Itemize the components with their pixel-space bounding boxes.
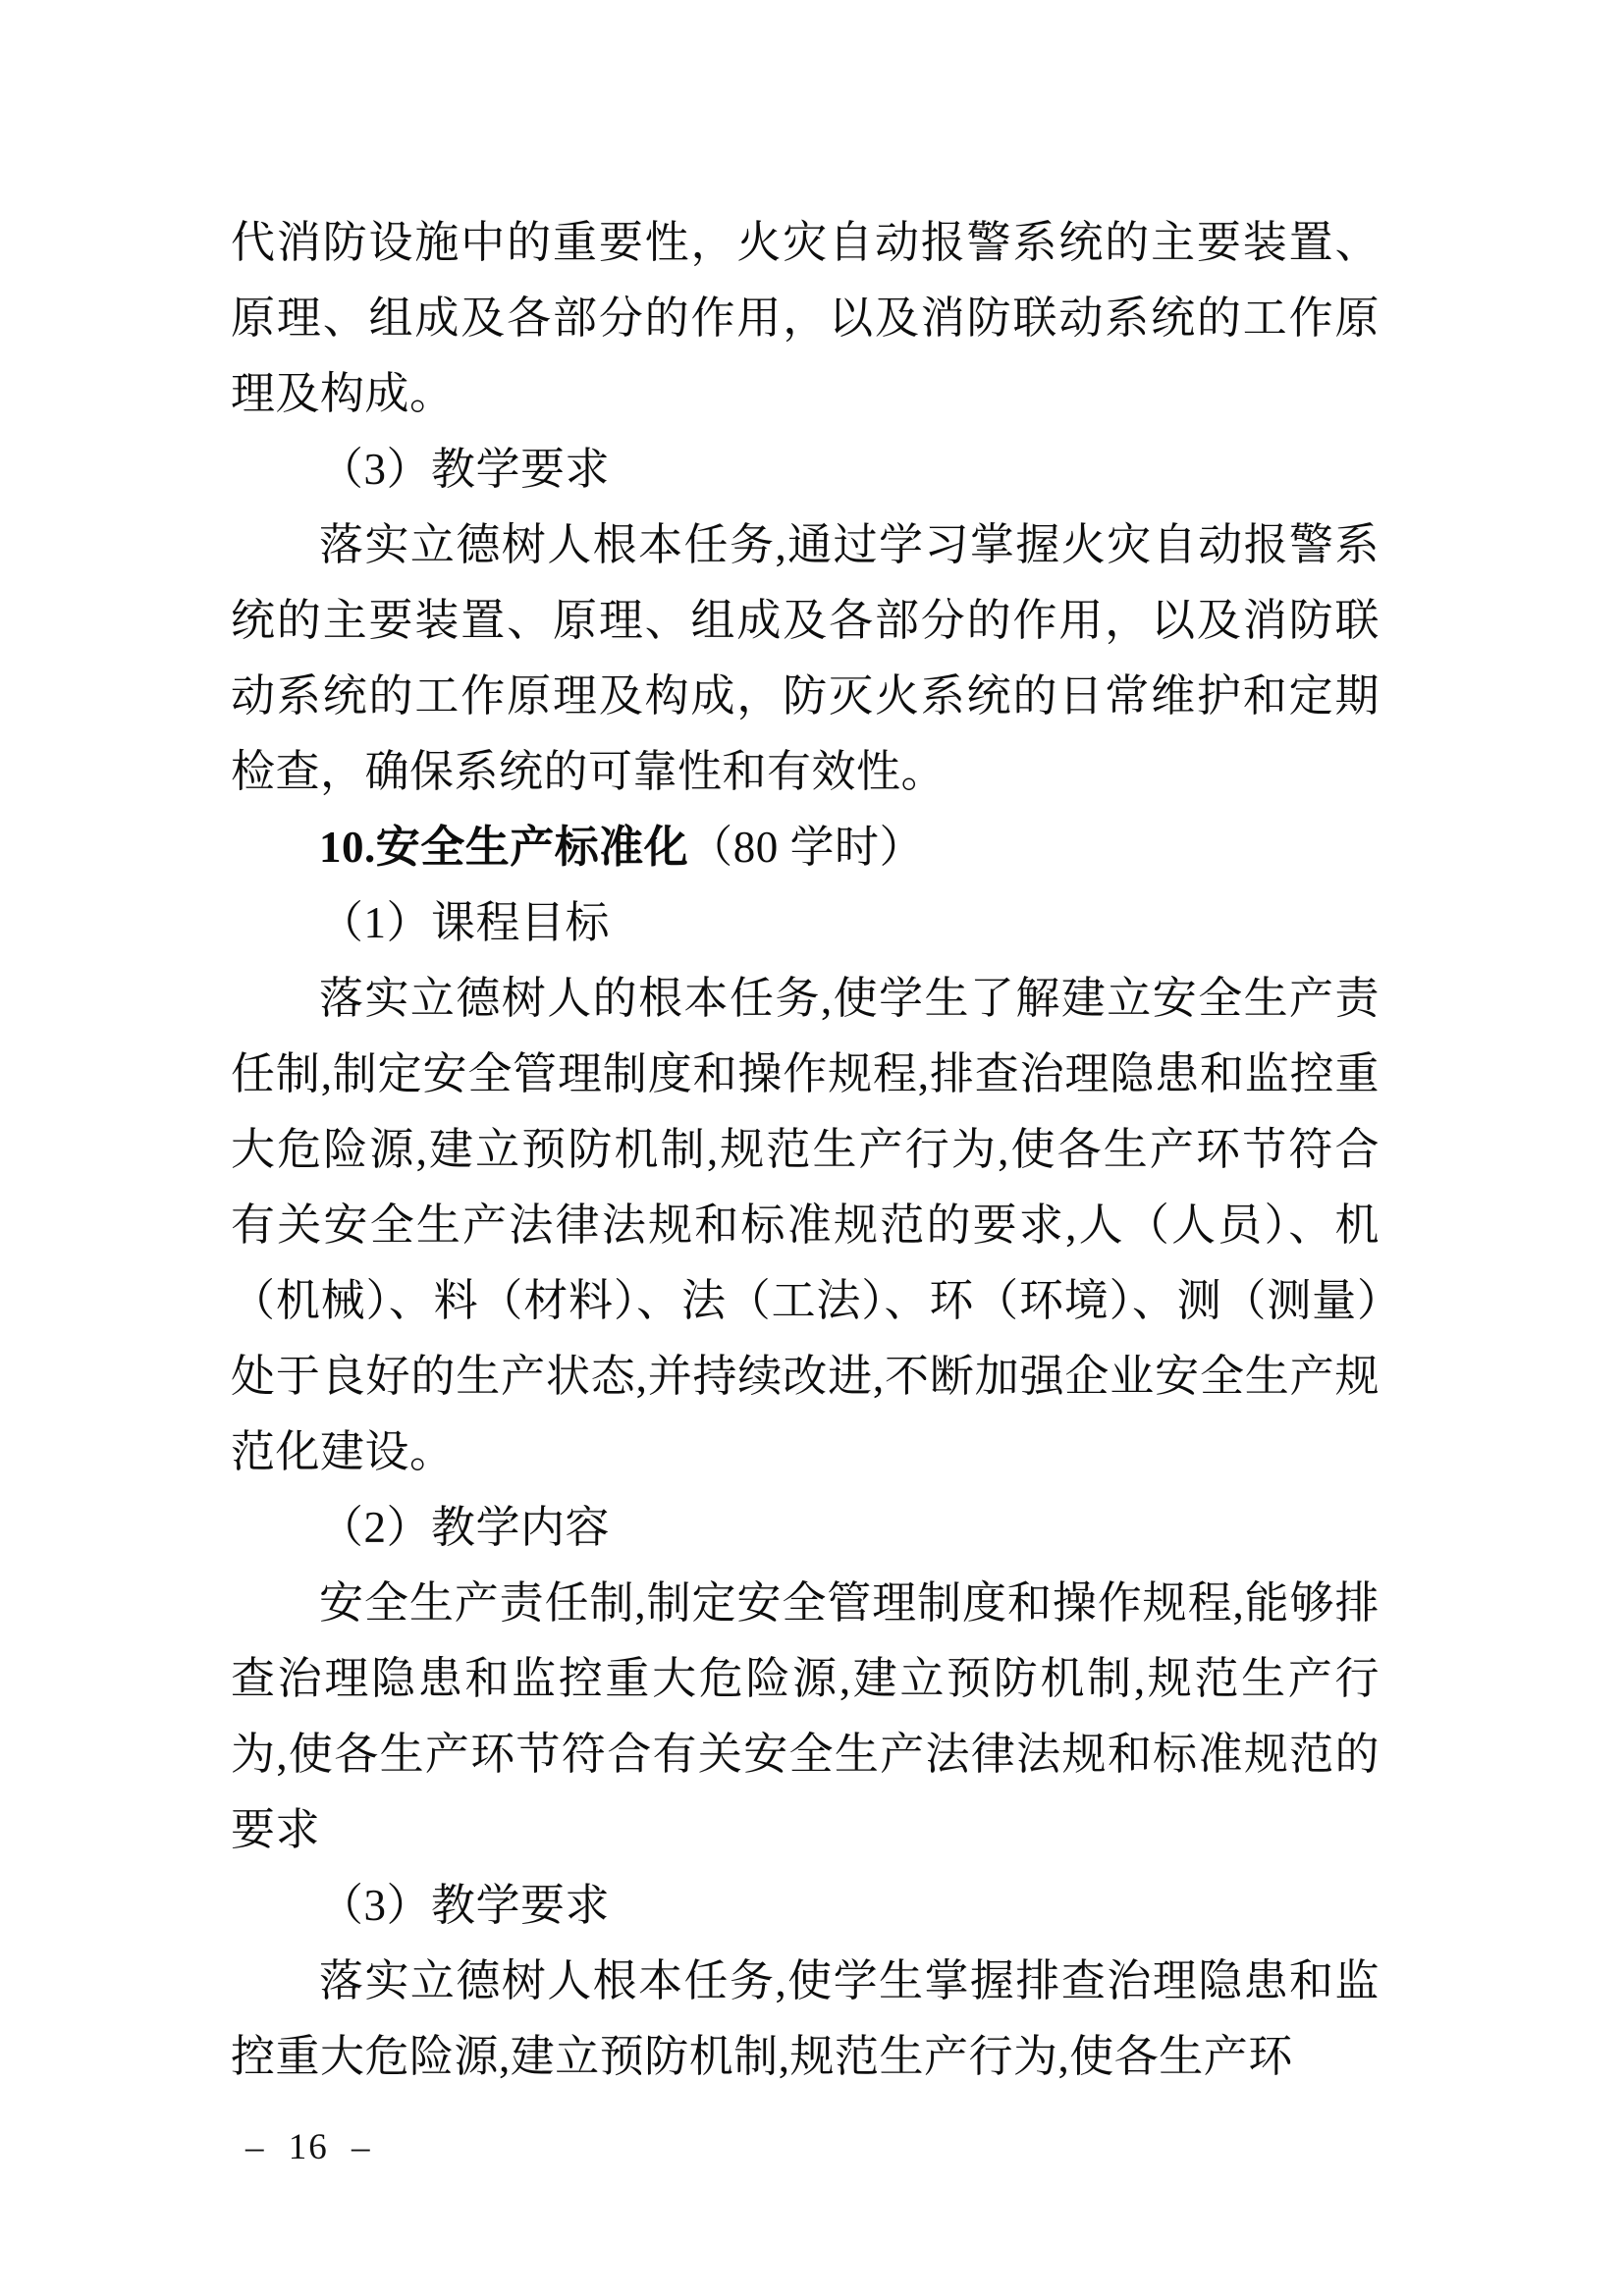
document-body bbox=[231, 205, 1380, 2095]
page-number: – 16 – bbox=[245, 2127, 372, 2167]
paragraph-teaching-content-continuation: 代消防设施中的重要性，火灾自动报警系统的主要装置、原理、组成及各部分的作用，以及消防联动系统的工作原理及构成。 bbox=[231, 218, 1380, 418]
paragraph-teaching-requirements-body-2: 落实立德树人根本任务,使学生掌握排查治理隐患和监控重大危险源,建立预防机制,规范生产行为,使各生产环 bbox=[231, 1956, 1380, 2081]
subheading-teaching-content: （2）教学内容 bbox=[319, 1503, 611, 1552]
section-heading-hours-text: （80 学时） bbox=[688, 823, 925, 872]
subheading-teaching-requirements-2: （3）教学要求 bbox=[319, 1881, 611, 1930]
subheading-teaching-requirements: （3）教学要求 bbox=[319, 445, 611, 494]
section-heading-bold-text: 10.安全生产标准化 bbox=[319, 823, 689, 872]
paragraph-teaching-content-body: 安全生产责任制,制定安全管理制度和操作规程,能够排查治理隐患和监控重大危险源,建立预防机制,规范生产行为,使各生产环节符合有关安全生产法律法规和标准规范的要求 bbox=[231, 1578, 1380, 1854]
subheading-course-objectives: （1）课程目标 bbox=[319, 898, 611, 947]
paragraph-course-objectives-body: 落实立德树人的根本任务,使学生了解建立安全生产责任制,制定安全管理制度和操作规程,排查治理隐患和监控重大危险源,建立预防机制,规范生产行为,使各生产环节符合有关安全生产法律法规和标准规范的要求,人（人员）、机（机械）、料（材料）、法（工法）、环（环境）、测（测量）处于良好的生产状态,并持续改进,不断加强企业安全生产规范化建设。 bbox=[231, 974, 1380, 1476]
paragraph-teaching-requirements-body: 落实立德树人根本任务,通过学习掌握火灾自动报警系统的主要装置、原理、组成及各部分的作用，以及消防联动系统的工作原理及构成，防灭火系统的日常维护和定期检查，确保系统的可靠性和有效性。 bbox=[231, 520, 1380, 796]
section-heading-safety-production-standardization bbox=[231, 810, 1380, 885]
